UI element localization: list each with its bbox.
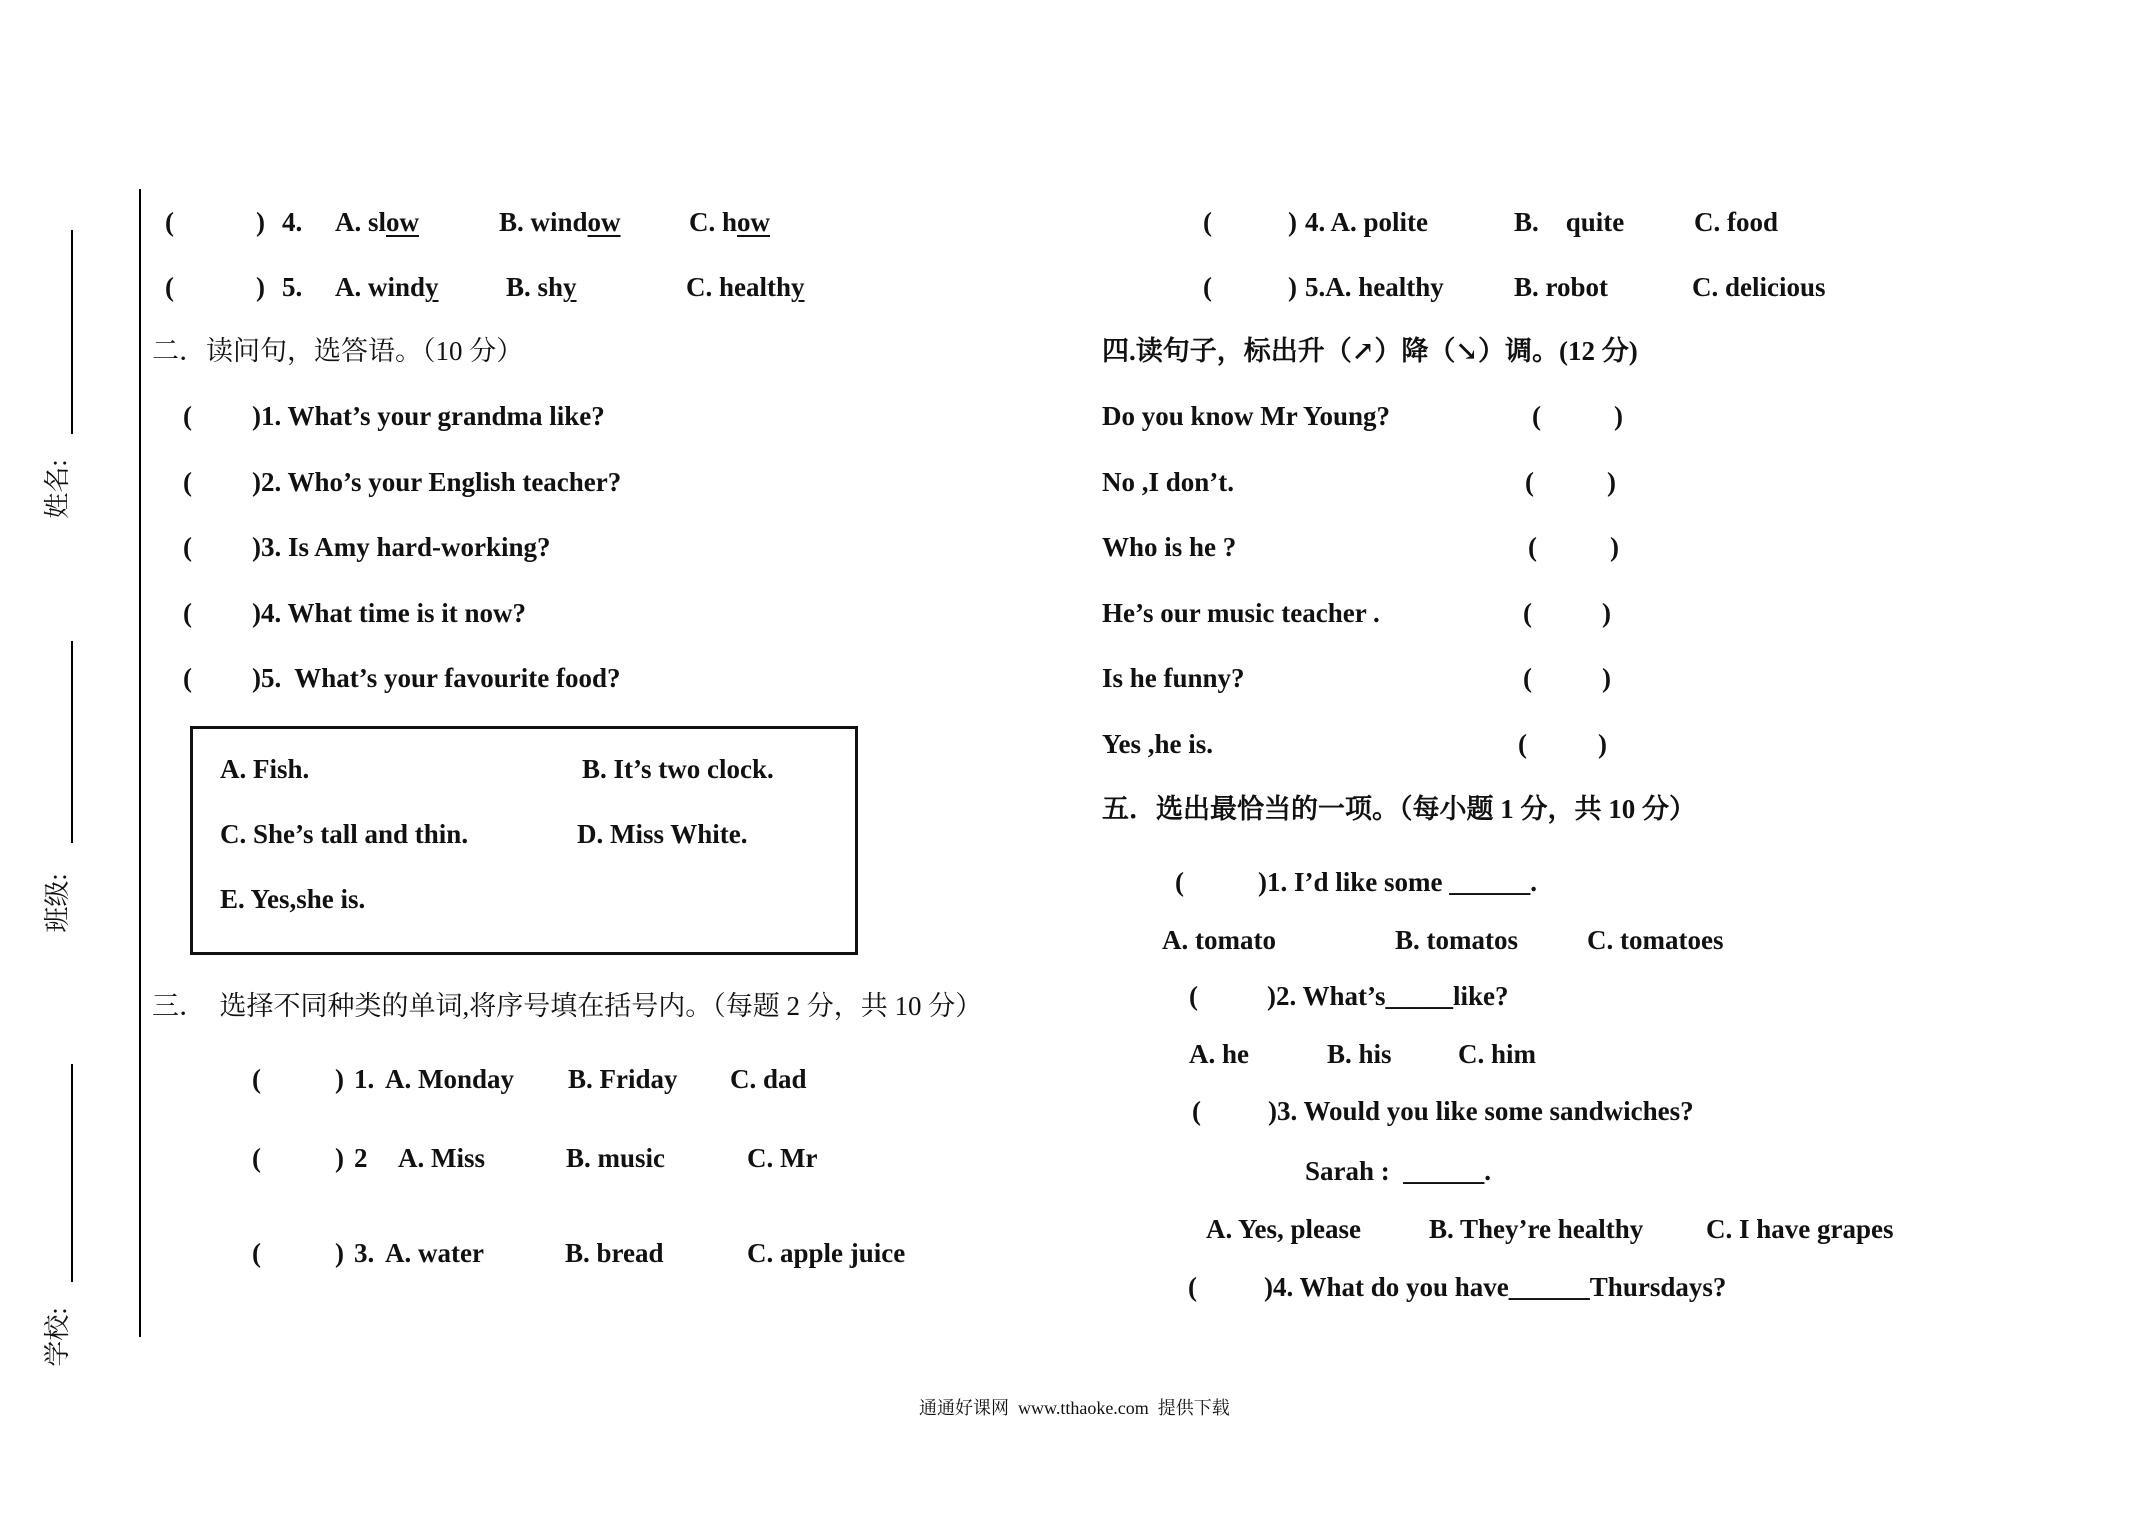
s5-q1-open-paren: ( <box>1175 867 1184 897</box>
s2-q1-text: )1. What’s your grandma like? <box>252 401 605 431</box>
s4-sentence-3-close-paren: ) <box>1610 532 1619 562</box>
s3-row2-close-paren: ) <box>335 1143 344 1173</box>
school-blank-line <box>71 1064 73 1282</box>
s2-q2-open-paren: ( <box>183 467 192 497</box>
s3-row3-option-c: C. apple juice <box>747 1238 906 1268</box>
r-row4-option-a: 4. A. polite <box>1305 207 1429 237</box>
footer-source: 通通好课网 www.tthaoke.com 提供下载 <box>919 1398 1230 1418</box>
s4-sentence-1-close-paren: ) <box>1614 401 1623 431</box>
r-row5-option-c: C. delicious <box>1692 272 1826 302</box>
option-text: C. h <box>689 207 738 237</box>
answer-d: D. Miss White. <box>577 819 748 849</box>
r-row4-close-paren: ) <box>1288 207 1297 237</box>
s2-q4-open-paren: ( <box>183 598 192 628</box>
s5-q3-text: )3. Would you like some sandwiches? <box>1268 1096 1694 1126</box>
s5-q2-option-a: A. he <box>1189 1039 1249 1069</box>
r-row5-open-paren: ( <box>1203 272 1212 302</box>
s5-q4-text: )4. What do you have______Thursdays? <box>1264 1272 1727 1302</box>
s5-q2-option-c: C. him <box>1458 1039 1537 1069</box>
s5-q3-option-b: B. They’re healthy <box>1429 1214 1644 1244</box>
word-row-5-option-a <box>335 271 439 303</box>
s3-row3-open-paren: ( <box>252 1238 261 1268</box>
section5-heading: 五．选出最恰当的一项。（每小题 1 分，共 10 分） <box>1102 794 1696 824</box>
r-row4-option-c: C. food <box>1694 207 1779 237</box>
s3-row1-open-paren: ( <box>252 1064 261 1094</box>
answer-a: A. Fish. <box>220 754 310 784</box>
word-row-4-option-a <box>335 206 419 238</box>
s5-q3-open-paren: ( <box>1192 1096 1201 1126</box>
s4-sentence-4-close-paren: ) <box>1602 598 1611 628</box>
s4-sentence-5: Is he funny? <box>1102 663 1245 693</box>
s5-q1-option-c: C. tomatoes <box>1587 925 1724 955</box>
s5-q2-open-paren: ( <box>1189 981 1198 1011</box>
s4-sentence-3-open-paren: ( <box>1528 532 1537 562</box>
name-label: 姓名: <box>43 459 72 519</box>
s3-row1-option-c: C. dad <box>730 1064 807 1094</box>
r-row4-option-b: B. quite <box>1514 207 1625 237</box>
s5-q2-option-b: B. his <box>1327 1039 1392 1069</box>
word-row-5-option-c <box>686 271 805 303</box>
word-row-4-close-paren: ) <box>256 207 265 237</box>
s4-sentence-6-open-paren: ( <box>1518 729 1527 759</box>
s2-q2-text: )2. Who’s your English teacher? <box>252 467 622 497</box>
s3-row3-option-a: A. water <box>385 1238 484 1268</box>
s4-sentence-5-open-paren: ( <box>1523 663 1532 693</box>
s2-q3-text: )3. Is Amy hard-working? <box>252 532 551 562</box>
s3-row1-option-b: B. Friday <box>568 1064 678 1094</box>
r-row4-open-paren: ( <box>1203 207 1212 237</box>
word-row-4-open-paren: ( <box>165 207 174 237</box>
s4-sentence-4-open-paren: ( <box>1523 598 1532 628</box>
option-text: B. sh <box>506 272 564 302</box>
class-label: 班级: <box>43 873 72 933</box>
class-blank-line <box>71 641 73 843</box>
r-row5-option-b: B. robot <box>1514 272 1609 302</box>
s3-row3-number: 3. <box>354 1238 375 1268</box>
underlined-letters: y <box>425 272 439 302</box>
option-text: B. wind <box>499 207 588 237</box>
s4-sentence-6-close-paren: ) <box>1598 729 1607 759</box>
s2-q1-open-paren: ( <box>183 401 192 431</box>
s4-sentence-5-close-paren: ) <box>1602 663 1611 693</box>
s4-sentence-1: Do you know Mr Young? <box>1102 401 1391 431</box>
s2-q5-open-paren: ( <box>183 663 192 693</box>
s3-row1-number: 1. <box>354 1064 375 1094</box>
underlined-letters: y <box>563 272 577 302</box>
s5-q1-option-b: B. tomatos <box>1395 925 1518 955</box>
s4-sentence-2-close-paren: ) <box>1607 467 1616 497</box>
r-row5-option-a: 5.A. healthy <box>1305 272 1444 302</box>
name-blank-line <box>71 230 73 434</box>
s3-row2-option-a: A. Miss <box>398 1143 485 1173</box>
underlined-letters: ow <box>587 207 621 237</box>
answer-b: B. It’s two clock. <box>582 754 774 784</box>
option-text: A. sl <box>335 207 387 237</box>
underlined-letters: y <box>791 272 805 302</box>
s4-sentence-2: No ,I don’t. <box>1102 467 1235 497</box>
word-row-4-number: 4. <box>282 207 303 237</box>
s5-q3-option-c: C. I have grapes <box>1706 1214 1894 1244</box>
word-row-4-option-b <box>499 206 621 238</box>
word-row-5-option-b <box>506 271 577 303</box>
section2-heading: 二．读问句，选答语。（10 分） <box>152 336 524 366</box>
s3-row2-option-b: B. music <box>566 1143 666 1173</box>
option-text: A. wind <box>335 272 426 302</box>
s4-sentence-3: Who is he ? <box>1102 532 1237 562</box>
s5-q3-reply: Sarah : ______. <box>1305 1156 1492 1186</box>
s3-row1-close-paren: ) <box>335 1064 344 1094</box>
s3-row2-option-c: C. Mr <box>747 1143 818 1173</box>
s5-q3-option-a: A. Yes, please <box>1206 1214 1361 1244</box>
section4-heading: 四.读句子，标出升（↗）降（↘）调。(12 分) <box>1102 336 1638 366</box>
s3-row3-option-b: B. bread <box>565 1238 664 1268</box>
word-row-5-number: 5. <box>282 272 303 302</box>
section3-heading: 三． 选择不同种类的单词,将序号填在括号内。（每题 2 分，共 10 分） <box>152 991 983 1021</box>
answer-c: C. She’s tall and thin. <box>220 819 469 849</box>
s2-q3-open-paren: ( <box>183 532 192 562</box>
s3-row3-close-paren: ) <box>335 1238 344 1268</box>
s2-q4-text: )4. What time is it now? <box>252 598 526 628</box>
s5-q2-text: )2. What’s_____like? <box>1267 981 1509 1011</box>
s5-q1-option-a: A. tomato <box>1162 925 1276 955</box>
s4-sentence-1-open-paren: ( <box>1532 401 1541 431</box>
s5-q1-text: )1. I’d like some ______. <box>1258 867 1537 897</box>
s4-sentence-4: He’s our music teacher . <box>1102 598 1380 628</box>
s2-q5-text: )5. What’s your favourite food? <box>252 663 621 693</box>
s5-q4-open-paren: ( <box>1188 1272 1197 1302</box>
s3-row2-open-paren: ( <box>252 1143 261 1173</box>
word-row-5-close-paren: ) <box>256 272 265 302</box>
word-row-5-open-paren: ( <box>165 272 174 302</box>
s3-row2-number: 2 <box>354 1143 368 1173</box>
underlined-letters: ow <box>386 207 420 237</box>
answer-e: E. Yes,she is. <box>220 884 366 914</box>
word-row-4-option-c <box>689 206 770 238</box>
s4-sentence-2-open-paren: ( <box>1525 467 1534 497</box>
r-row5-close-paren: ) <box>1288 272 1297 302</box>
school-label: 学校: <box>43 1307 72 1367</box>
margin-rule <box>139 189 141 1337</box>
s4-sentence-6: Yes ,he is. <box>1102 729 1214 759</box>
s3-row1-option-a: A. Monday <box>385 1064 515 1094</box>
underlined-letters: ow <box>737 207 771 237</box>
option-text: C. health <box>686 272 792 302</box>
